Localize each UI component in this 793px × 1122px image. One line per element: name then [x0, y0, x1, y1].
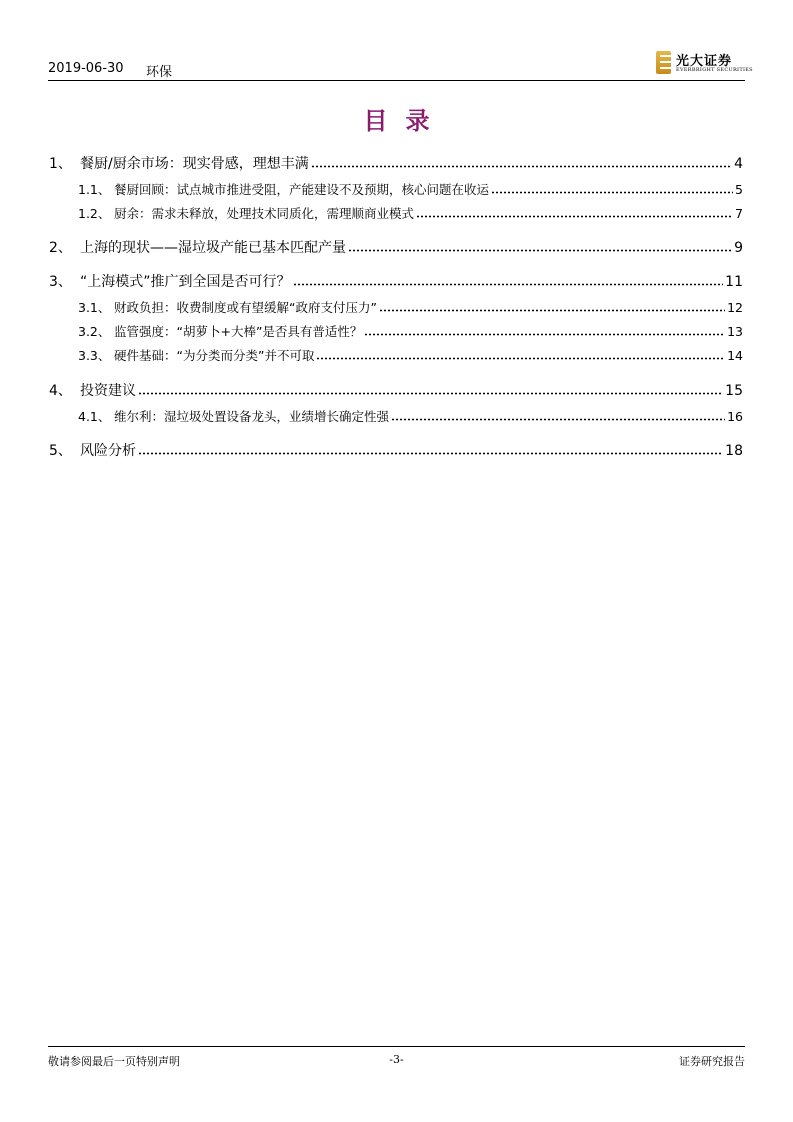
logo-name-cn: 光大证券: [676, 54, 733, 69]
toc-entry-text: 上海的现状——湿垃圾产能已基本匹配产量: [80, 240, 346, 256]
toc-entry-number: 3.2、: [78, 324, 111, 339]
toc-entry-number: 3.1、: [78, 300, 111, 315]
toc-entry-page: 13: [727, 324, 743, 339]
toc-entry-number: 1.1、: [78, 182, 111, 197]
toc-entry[interactable]: [49, 153, 743, 173]
toc-entry[interactable]: [49, 271, 743, 291]
toc-entry-text: 投资建议: [80, 383, 136, 399]
toc-entry-number: 1.2、: [78, 206, 111, 221]
toc-entry-text: 厨余：需求未释放，处理技术同质化，需理顺商业模式: [114, 206, 415, 221]
toc-entry-text: “上海模式”推广到全国是否可行？: [80, 274, 291, 290]
header-divider: [48, 80, 745, 81]
toc-entry[interactable]: [78, 346, 743, 364]
toc-dot-leader: [138, 447, 723, 455]
toc-entry-page: 14: [727, 348, 743, 363]
toc-entry[interactable]: [78, 322, 743, 340]
toc-entry-number: 4、: [49, 383, 72, 399]
toc-dot-leader: [311, 160, 732, 168]
toc-entry-page: 12: [727, 300, 743, 315]
toc-entry-text: 财政负担：收费制度或有望缓解“政府支付压力”: [114, 300, 377, 315]
toc-entry-page: 9: [734, 240, 743, 256]
toc-title: 目录: [363, 107, 448, 135]
toc-dot-leader: [293, 278, 724, 286]
toc-entry-number: 5、: [49, 443, 72, 459]
toc-entry[interactable]: [78, 407, 743, 425]
toc-entry-text: 餐厨回顾：试点城市推进受阻，产能建设不及预期，核心问题在收运: [114, 182, 490, 197]
toc-entry-page: 15: [725, 383, 743, 399]
toc-entry-text: 风险分析: [80, 443, 136, 459]
toc-entry[interactable]: [49, 440, 743, 460]
footer-report-type: 证券研究报告: [679, 1055, 745, 1068]
toc-entry-number: 3、: [49, 274, 72, 290]
toc-entry-page: 11: [725, 274, 743, 290]
toc-entry[interactable]: [78, 204, 743, 222]
toc-entry-text: 监管强度：“胡萝卜+大棒”是否具有普适性？: [114, 324, 363, 339]
report-sector: 环保: [146, 65, 173, 80]
toc-entry[interactable]: [49, 380, 743, 400]
logo-name-en: EVERBRIGHT SECURITIES: [676, 67, 753, 73]
toc-dot-leader: [138, 387, 723, 395]
toc-dot-leader: [416, 211, 733, 219]
logo-mark-icon: [656, 51, 671, 74]
toc-entry-number: 4.1、: [78, 409, 111, 424]
toc-dot-leader: [316, 353, 725, 361]
toc-entry-number: 3.3、: [78, 348, 111, 363]
toc-entry-text: 餐厨/厨余市场：现实骨感，理想丰满: [80, 156, 309, 172]
toc-entry[interactable]: [49, 237, 743, 257]
toc-entry-page: 18: [725, 443, 743, 459]
toc-entry-number: 2、: [49, 240, 72, 256]
brand-logo: [656, 50, 753, 76]
toc-entry-text: 维尔利：湿垃圾处置设备龙头，业绩增长确定性强: [114, 409, 390, 424]
toc-entry-page: 4: [734, 156, 743, 172]
toc-dot-leader: [491, 187, 733, 195]
toc-dot-leader: [391, 414, 725, 422]
toc-entry-number: 1、: [49, 156, 72, 172]
toc-entry[interactable]: [78, 298, 743, 316]
toc-entry-text: 硬件基础：“为分类而分类”并不可取: [114, 348, 315, 363]
toc-entry[interactable]: [78, 180, 743, 198]
toc-dot-leader: [348, 244, 732, 252]
footer-page-number: -3-: [389, 1053, 404, 1066]
toc-entry-page: 16: [727, 409, 743, 424]
footer-disclaimer-note: 敬请参阅最后一页特别声明: [48, 1055, 180, 1068]
toc-dot-leader: [379, 305, 725, 313]
report-date: 2019-06-30: [48, 61, 124, 76]
toc-entry-page: 7: [735, 206, 743, 221]
toc-entry-page: 5: [735, 182, 743, 197]
toc-dot-leader: [364, 329, 725, 337]
footer-divider: [48, 1046, 745, 1047]
